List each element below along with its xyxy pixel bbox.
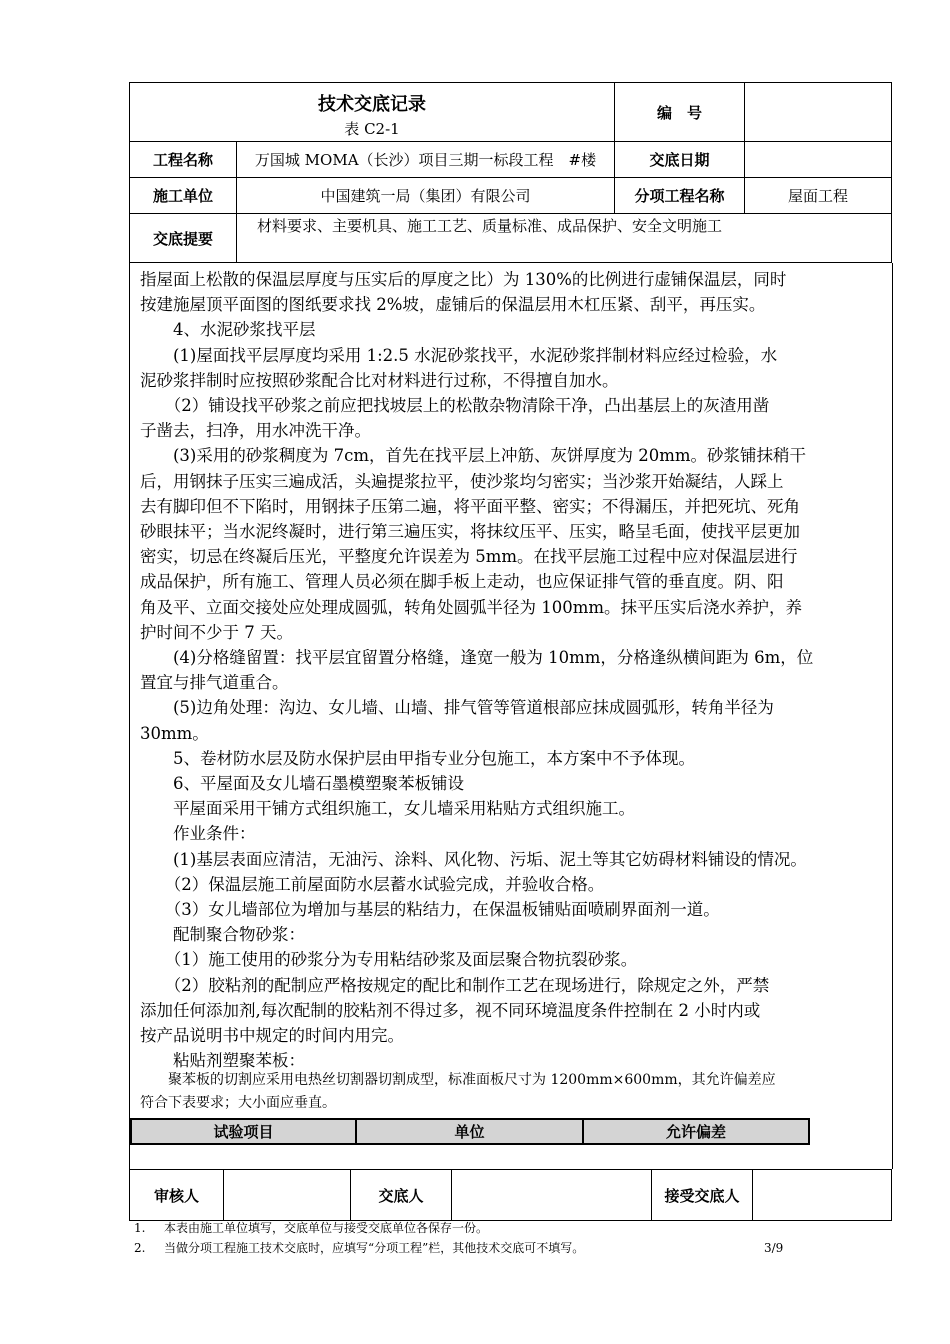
header-table [129, 82, 892, 263]
body-line: （2）保温层施工前屋面防水层蓄水试验完成，并验收合格。 [140, 874, 605, 894]
body-line: 去有脚印但不下陷时，用钢抹子压第二遍，将平面平整、密实；不得漏压，并把死坑、死角 [140, 496, 800, 516]
footnote-item [134, 1238, 834, 1258]
body-line: （2）铺设找平砂浆之前应把找坡层上的松散杂物清除干净，凸出基层上的灰渣用凿 [140, 396, 770, 416]
body-line: 平屋面采用干铺方式组织施工，女儿墙采用粘贴方式组织施工。 [140, 799, 635, 819]
body-line: 密实，切忌在终凝后压光，平整度允许误差为 5mm。在找平层施工过程中应对保温层进行 [140, 547, 798, 567]
body-small-line: 符合下表要求；大小面应垂直。 [140, 1095, 336, 1111]
body-small-text [140, 1069, 888, 1115]
receiver-label: 接受交底人 [652, 1170, 753, 1221]
project-name-label: 工程名称 [130, 142, 237, 178]
body-line: （1）施工使用的砂浆分为专用粘结砂浆及面层聚合物抗裂砂浆。 [140, 950, 638, 970]
tolerance-header-item: 试验项目 [131, 1119, 356, 1144]
body-line: 指屋面上松散的保温层厚度与压实后的厚度之比）为 130%的比例进行虚铺保温层，同时 [140, 270, 787, 289]
body-line: 5、卷材防水层及防水保护层由甲指专业分包施工，本方案中不予体现。 [140, 748, 695, 768]
construction-unit-label: 施工单位 [130, 178, 237, 214]
number-value[interactable] [745, 83, 892, 142]
body-line: 配制聚合物砂浆： [140, 925, 305, 945]
body-small-line: 聚苯板的切割应采用电热丝切割器切割成型，标准面板尺寸为 1200mm×600mm，其允许偏差应 [140, 1072, 776, 1088]
body-line: 置宜与排气道重合。 [140, 673, 289, 693]
footnote-text: 本表由施工单位填写，交底单位与接受交底单位各保存一份。 [164, 1221, 489, 1235]
body-line: 后，用钢抹子压实三遍成活，头遍提浆拉平，使沙浆均匀密实；当沙浆开始凝结，人踩上 [140, 471, 784, 491]
reviewer-signature-field[interactable] [224, 1170, 351, 1221]
body-line: (5)边角处理：沟边、女儿墙、山墙、排气管等管道根部应抹成圆弧形，转角半径为 [140, 698, 774, 718]
body-line: 子凿去，扫净，用水冲洗干净。 [140, 421, 371, 441]
footnote-number: 1. [134, 1221, 146, 1235]
title-cell [130, 83, 615, 142]
form-title: 技术交底记录 [318, 93, 426, 115]
body-line: 护时间不少于 7 天。 [140, 622, 293, 642]
body-line: 成品保护，所有施工、管理人员必须在脚手板上走动，也应保证排气管的垂直度。阴、阳 [140, 572, 784, 592]
body-line: 砂眼抹平；当水泥终凝时，进行第三遍压实，将抹纹压平、压实，略呈毛面，使找平层更加 [140, 522, 800, 542]
body-line: (3)采用的砂浆稠度为 7cm，首先在找平层上冲筋、灰饼厚度为 20mm。砂浆铺抹稍干 [140, 446, 807, 466]
body-line: 按建施屋顶平面图的图纸要求找 2%坡，虚铺后的保温层用木杠压紧、刮平，再压实。 [140, 295, 766, 315]
date-value[interactable] [745, 142, 892, 178]
sub-project-label: 分项工程名称 [615, 178, 745, 214]
number-label: 编 号 [615, 83, 745, 142]
discloser-signature-field[interactable] [452, 1170, 652, 1221]
tolerance-table [130, 1118, 810, 1145]
tolerance-header-deviation: 允许偏差 [583, 1119, 809, 1144]
body-text [140, 267, 888, 1074]
page-indicator: 3/9 [764, 1241, 784, 1255]
body-line: 按产品说明书中规定的时间内用完。 [140, 1026, 404, 1046]
body-line: (4)分格缝留置：找平层宜留置分格缝，逢宽一般为 10mm，分格逢纵横间距为 6m，位 [140, 648, 814, 668]
body-line: 角及平、立面交接处应处理成圆弧，转角处圆弧半径为 100mm。抹平压实后浇水养护，养 [140, 597, 803, 617]
body-line: （3）女儿墙部位为增加与基层的粘结力，在保温板铺贴面喷刷界面剂一道。 [140, 900, 720, 920]
reviewer-label: 审核人 [130, 1170, 224, 1221]
summary-value[interactable]: 材料要求、主要机具、施工工艺、质量标准、成品保护、安全文明施工 [237, 214, 892, 263]
receiver-signature-field[interactable] [753, 1170, 892, 1221]
signature-table [129, 1169, 892, 1221]
form-number: 表 C2-1 [344, 119, 400, 138]
disclosure-body [129, 263, 893, 1169]
body-line: 泥砂浆拌制时应按照砂浆配合比对材料进行过称，不得擅自加水。 [140, 370, 619, 390]
footnote-text: 当做分项工程施工技术交底时，应填写“分项工程”栏，其他技术交底可不填写。 [164, 1241, 585, 1255]
body-line: 粘贴剂塑聚苯板： [140, 1051, 305, 1071]
body-line: (1)屋面找平层厚度均采用 1:2.5 水泥砂浆找平，水泥砂浆拌制材料应经过检验，水 [140, 345, 778, 365]
construction-unit-value[interactable]: 中国建筑一局（集团）有限公司 [237, 178, 615, 214]
tolerance-header-unit: 单位 [356, 1119, 583, 1144]
discloser-label: 交底人 [351, 1170, 452, 1221]
sub-project-value[interactable]: 屋面工程 [745, 178, 892, 214]
body-line: （2）胶粘剂的配制应严格按规定的配比和制作工艺在现场进行，除规定之外，严禁 [140, 975, 770, 995]
body-line: 30mm。 [140, 723, 209, 743]
project-name-value[interactable]: 万国城 MOMA（长沙）项目三期一标段工程 #楼 [237, 142, 615, 178]
date-label: 交底日期 [615, 142, 745, 178]
body-line: 添加任何添加剂,每次配制的胶粘剂不得过多，视不同环境温度条件控制在 2 小时内或 [140, 1000, 761, 1020]
body-line: (1)基层表面应清洁，无油污、涂料、风化物、污垢、泥土等其它妨碍材料铺设的情况。 [140, 849, 807, 869]
body-line: 6、平屋面及女儿墙石墨模塑聚苯板铺设 [140, 774, 464, 794]
body-line: 4、水泥砂浆找平层 [140, 320, 316, 340]
body-line: 作业条件： [140, 824, 256, 844]
footnotes [134, 1218, 834, 1258]
footnote-number: 2. [134, 1241, 146, 1255]
summary-label: 交底提要 [130, 214, 237, 263]
footnote-item [134, 1218, 834, 1238]
